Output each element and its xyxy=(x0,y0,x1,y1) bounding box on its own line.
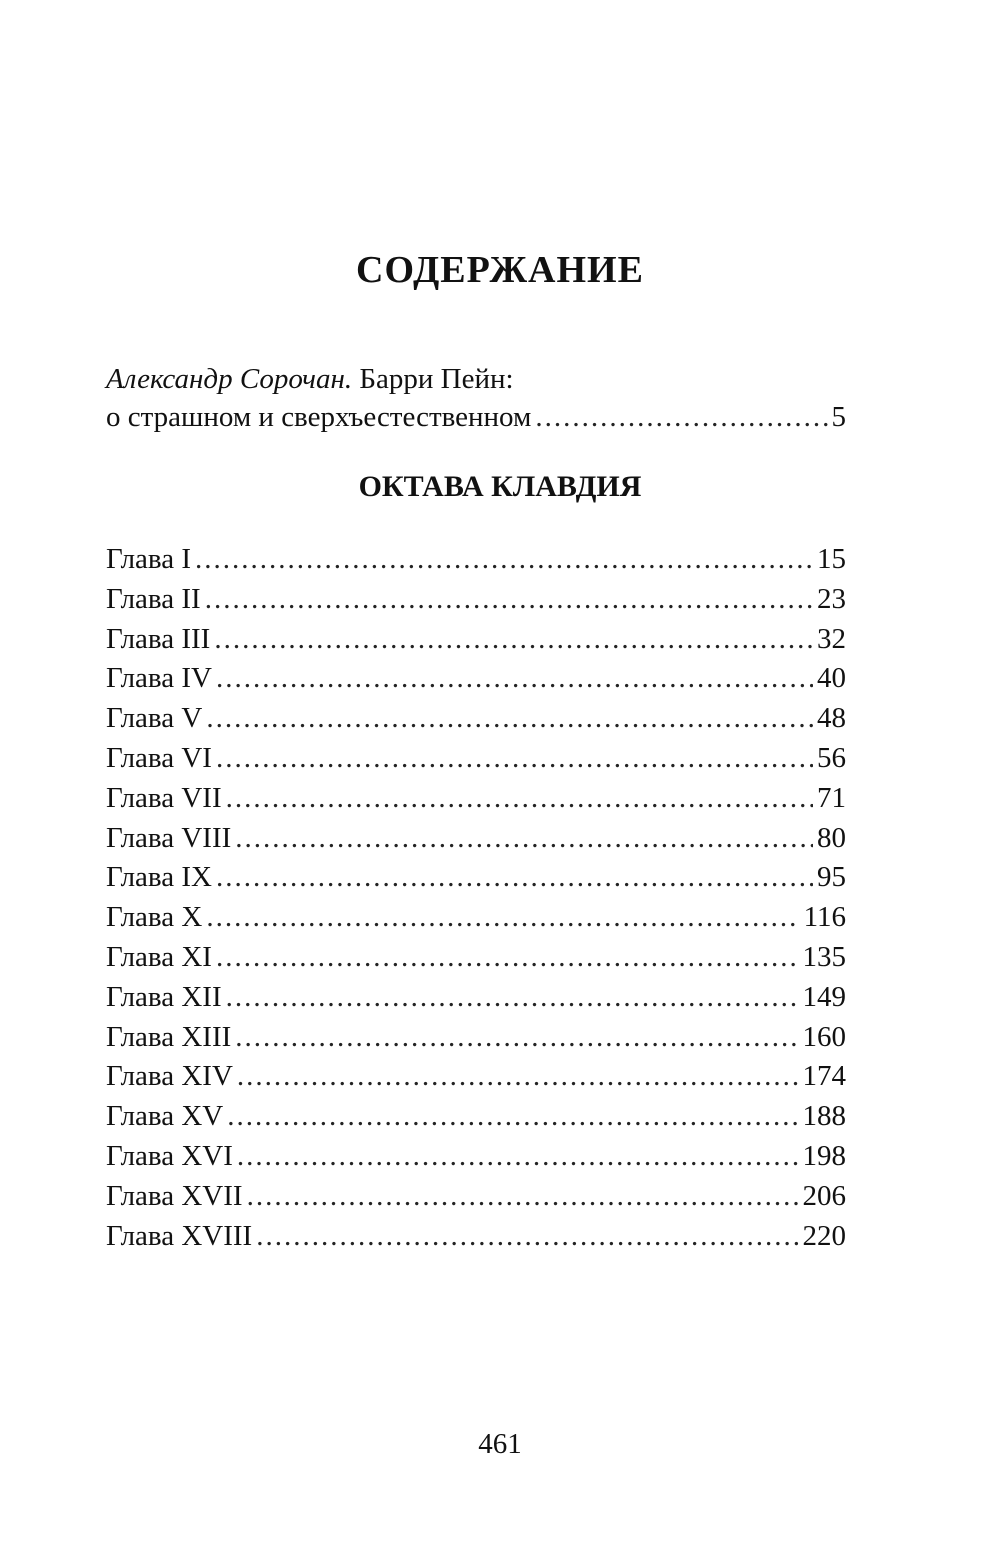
chapter-page-number: 15 xyxy=(817,543,846,575)
chapter-entry xyxy=(106,779,846,819)
chapter-label: Глава VI xyxy=(106,741,212,774)
chapter-list xyxy=(106,540,846,1256)
chapter-entry xyxy=(106,978,846,1018)
chapter-page-number: 56 xyxy=(817,741,846,774)
page-title: СОДЕРЖАНИЕ xyxy=(356,249,644,291)
chapter-page-number: 220 xyxy=(802,1219,846,1252)
chapter-label: Глава VII xyxy=(106,781,222,814)
chapter-entry xyxy=(106,1018,846,1058)
chapter-entry xyxy=(106,659,846,699)
dot-leader xyxy=(256,1217,798,1257)
dot-leader xyxy=(206,699,813,739)
intro-line-1 xyxy=(106,360,846,398)
chapter-label: Глава VIII xyxy=(106,821,232,854)
dot-leader xyxy=(235,1018,798,1058)
chapter-page-number: 116 xyxy=(803,901,846,934)
dot-leader xyxy=(216,858,813,898)
chapter-entry xyxy=(106,1137,846,1177)
chapter-label: Глава I xyxy=(106,543,192,575)
chapter-page-number: 23 xyxy=(817,582,846,615)
chapter-label: Глава X xyxy=(106,901,203,934)
chapter-entry xyxy=(106,819,846,859)
dot-leader xyxy=(226,779,813,819)
chapter-entry xyxy=(106,739,846,779)
chapter-entry xyxy=(106,620,846,660)
intro-line-2 xyxy=(106,398,846,436)
chapter-label: Глава XIV xyxy=(106,1060,233,1093)
chapter-page-number: 198 xyxy=(802,1139,846,1172)
chapter-page-number: 32 xyxy=(817,622,846,655)
chapter-label: Глава XII xyxy=(106,980,222,1013)
chapter-entry xyxy=(106,1057,846,1097)
dot-leader xyxy=(205,580,813,620)
chapter-page-number: 80 xyxy=(817,821,846,854)
dot-leader xyxy=(216,659,813,699)
intro-page-number: 5 xyxy=(831,401,846,433)
chapter-page-number: 160 xyxy=(802,1020,846,1053)
chapter-entry xyxy=(106,858,846,898)
chapter-label: Глава IV xyxy=(106,662,212,695)
chapter-entry xyxy=(106,938,846,978)
chapter-entry xyxy=(106,1097,846,1137)
dot-leader xyxy=(237,1057,799,1097)
chapter-page-number: 149 xyxy=(802,980,846,1013)
dot-leader xyxy=(237,1137,799,1177)
chapter-page-number: 95 xyxy=(817,861,846,894)
chapter-label: Глава XV xyxy=(106,1100,224,1133)
chapter-label: Глава XI xyxy=(106,940,212,973)
page-number: 461 xyxy=(478,1428,522,1460)
chapter-page-number: 48 xyxy=(817,702,846,735)
chapter-page-number: 135 xyxy=(802,940,846,973)
chapter-entry xyxy=(106,1177,846,1217)
chapter-page-number: 206 xyxy=(802,1179,846,1212)
chapter-page-number: 71 xyxy=(817,781,846,814)
chapter-label: Глава XVIII xyxy=(106,1219,253,1252)
chapter-label: Глава XVI xyxy=(106,1139,233,1172)
intro-title-line-2: о страшном и сверхъестественном xyxy=(106,401,532,433)
intro-title-line-1: Барри Пейн: xyxy=(352,363,514,395)
section-title: ОКТАВА КЛАВДИЯ xyxy=(358,470,642,503)
dot-leader xyxy=(247,1177,799,1217)
chapter-label: Глава III xyxy=(106,622,211,655)
dot-leader xyxy=(206,898,799,938)
chapter-page-number: 174 xyxy=(802,1060,846,1093)
chapter-entry xyxy=(106,540,846,580)
chapter-label: Глава II xyxy=(106,582,201,615)
dot-leader xyxy=(216,938,799,978)
chapter-entry xyxy=(106,580,846,620)
chapter-label: Глава V xyxy=(106,702,203,735)
chapter-entry xyxy=(106,699,846,739)
chapter-label: Глава XVII xyxy=(106,1179,243,1212)
dot-leader xyxy=(195,540,813,580)
dot-leader xyxy=(235,819,813,859)
chapter-label: Глава IX xyxy=(106,861,212,894)
intro-entry xyxy=(106,360,846,436)
chapter-label: Глава XIII xyxy=(106,1020,232,1053)
dot-leader xyxy=(226,978,799,1018)
dot-leader xyxy=(214,620,813,660)
dot-leader xyxy=(216,739,813,779)
dot-leader xyxy=(535,398,827,436)
chapter-page-number: 188 xyxy=(802,1100,846,1133)
chapter-page-number: 40 xyxy=(817,662,846,695)
intro-author: Александр Сорочан. xyxy=(106,363,353,395)
chapter-entry xyxy=(106,1217,846,1257)
chapter-entry xyxy=(106,898,846,938)
dot-leader xyxy=(227,1097,798,1137)
